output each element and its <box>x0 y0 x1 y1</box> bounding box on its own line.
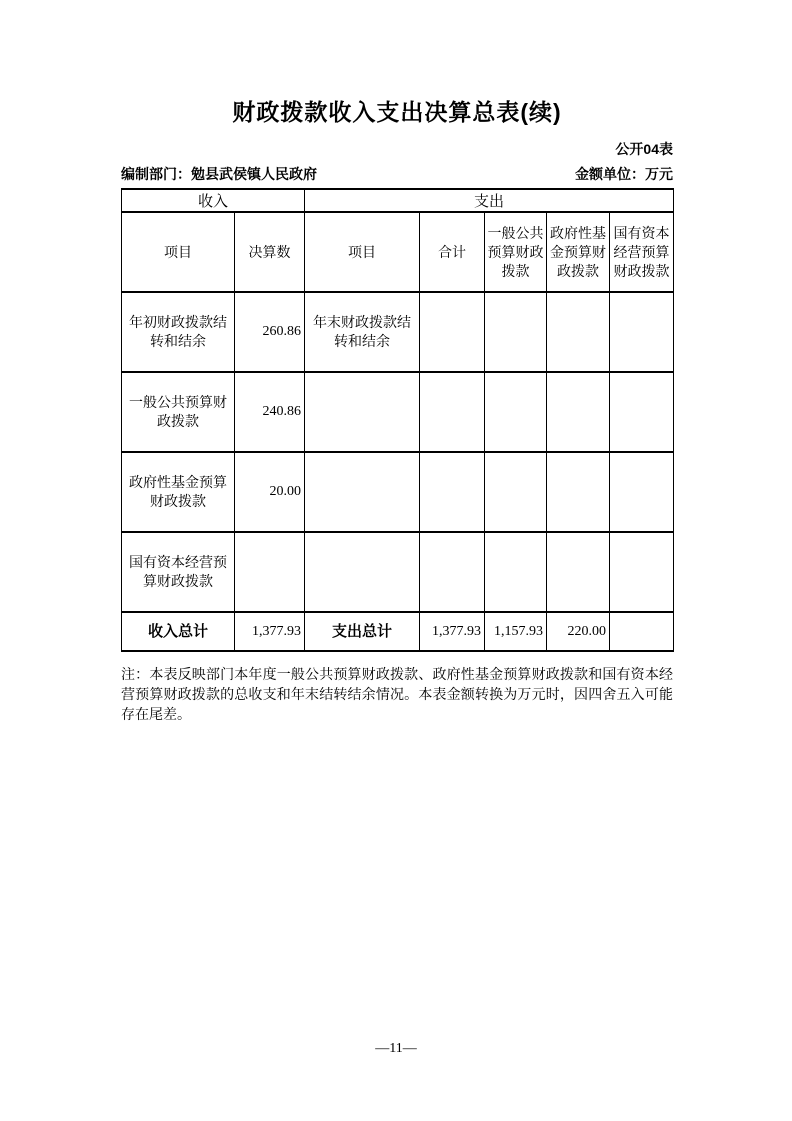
col-header-gov-fund: 政府性基金预算财政拨款 <box>547 212 610 292</box>
unit-label: 金额单位：万元 <box>575 166 673 182</box>
income-amount-cell: 260.86 <box>235 292 305 372</box>
gov-fund-cell <box>547 452 610 532</box>
income-item-cell: 年初财政拨款结转和结余 <box>122 292 235 372</box>
expense-item-cell <box>305 532 420 612</box>
table-row <box>122 292 674 372</box>
gov-fund-cell <box>547 372 610 452</box>
table-note: 注：本表反映部门本年度一般公共预算财政拨款、政府性基金预算财政拨款和国有资本经营预算财政拨款的总收支和年末结转结余情况。本表金额转换为万元时，因四舍五入可能存在尾差。 <box>121 666 673 722</box>
income-amount-cell: 20.00 <box>235 452 305 532</box>
general-budget-total: 1,157.93 <box>485 612 547 651</box>
page-title: 财政拨款收入支出决算总表(续) <box>232 99 562 125</box>
gov-fund-cell <box>547 532 610 612</box>
income-item-cell: 一般公共预算财政拨款 <box>122 372 235 452</box>
expense-item-cell: 年末财政拨款结转和结余 <box>305 292 420 372</box>
income-total-amount: 1,377.93 <box>235 612 305 651</box>
column-header-row <box>122 212 674 292</box>
col-header-total: 合计 <box>420 212 485 292</box>
expense-total-cell <box>420 372 485 452</box>
group-header-row <box>122 189 674 212</box>
prepared-by-label: 编制部门：勉县武侯镇人民政府 <box>121 166 317 182</box>
col-header-expense-item: 项目 <box>305 212 420 292</box>
income-amount-cell: 240.86 <box>235 372 305 452</box>
total-row <box>122 612 674 651</box>
expense-item-cell <box>305 372 420 452</box>
table-row <box>122 372 674 452</box>
state-capital-cell <box>610 372 674 452</box>
state-capital-cell <box>610 292 674 372</box>
income-group-header: 收入 <box>122 189 305 212</box>
expense-item-cell <box>305 452 420 532</box>
document-content <box>121 97 673 724</box>
state-capital-total <box>610 612 674 651</box>
gov-fund-cell <box>547 292 610 372</box>
general-budget-cell <box>485 292 547 372</box>
state-capital-cell <box>610 452 674 532</box>
table-code-label: 公开04表 <box>615 141 673 157</box>
page-number: —11— <box>375 1041 417 1056</box>
table-row <box>122 532 674 612</box>
general-budget-cell <box>485 532 547 612</box>
income-total-label: 收入总计 <box>122 612 235 651</box>
col-header-final-amount: 决算数 <box>235 212 305 292</box>
budget-table <box>121 188 674 652</box>
general-budget-cell <box>485 372 547 452</box>
income-item-cell: 国有资本经营预算财政拨款 <box>122 532 235 612</box>
income-amount-cell <box>235 532 305 612</box>
income-item-cell: 政府性基金预算财政拨款 <box>122 452 235 532</box>
expense-group-header: 支出 <box>305 189 674 212</box>
table-row <box>122 452 674 532</box>
expense-total-cell <box>420 452 485 532</box>
col-header-general-budget: 一般公共预算财政拨款 <box>485 212 547 292</box>
state-capital-cell <box>610 532 674 612</box>
col-header-state-capital: 国有资本经营预算财政拨款 <box>610 212 674 292</box>
expense-total-cell <box>420 292 485 372</box>
expense-total-amount: 1,377.93 <box>420 612 485 651</box>
gov-fund-total: 220.00 <box>547 612 610 651</box>
expense-total-cell <box>420 532 485 612</box>
general-budget-cell <box>485 452 547 532</box>
col-header-income-item: 项目 <box>122 212 235 292</box>
expense-total-label: 支出总计 <box>305 612 420 651</box>
meta-row <box>121 165 673 183</box>
